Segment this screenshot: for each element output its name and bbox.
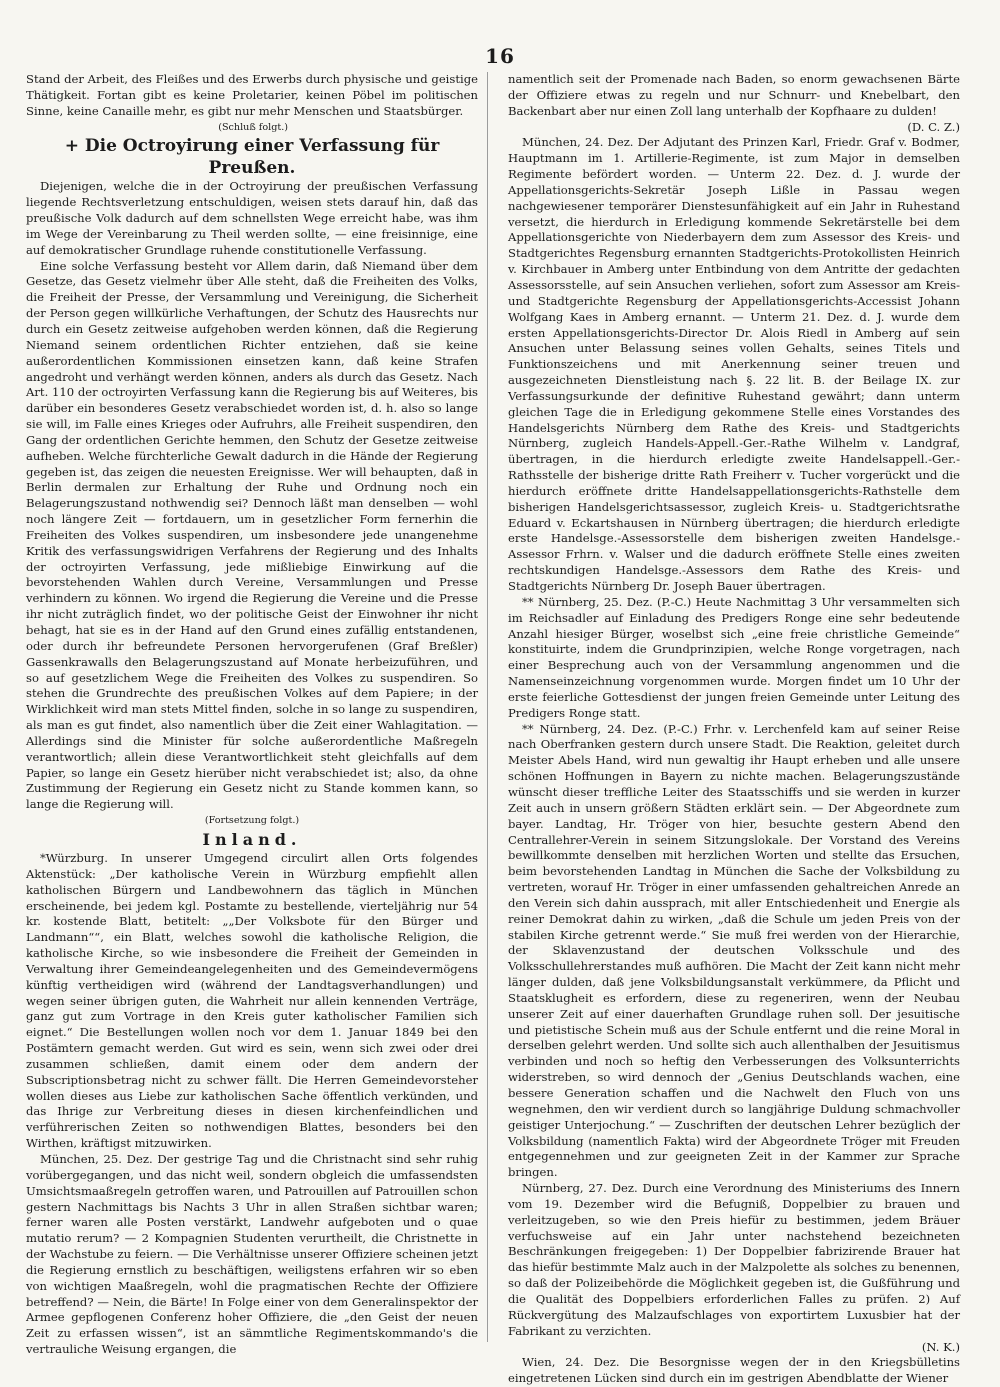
news-item: Wien, 24. Dez. Die Besorgnisse wegen der in den Kriegsbülletins eingetretenen Lücken sind durch ein im gestrigen Abendblatte der Wiener <box>508 1355 960 1386</box>
left-column <box>26 72 478 1358</box>
article-headline: + Die Octroyirung einer Verfassung für Preußen. <box>64 136 440 179</box>
source-attribution: (D. C. Z.) <box>907 119 960 134</box>
continuation-note: (Schluß folgt.) <box>218 121 288 133</box>
right-column <box>508 72 960 1387</box>
page-number: 16 <box>485 44 515 68</box>
news-item: München, 25. Dez. Der gestrige Tag und die Christnacht sind sehr ruhig vorübergegangen, und das nicht weil, sondern obgleich die umfassendsten Umsichtsmaaßregeln getroffen waren, und Patrouillen auf Patrouillen schon gestern Nachmittags bis Nachts 3 Uhr in allen Straßen sichtbar waren; ferner waren alle Posten verstärkt, Landwehr aufgeboten und o quae mutatio rerum? — 2 Kompagnien Studenten verurtheilt, die Christnette in der Wachstube zu feiern. — Die Verhältnisse unserer Offiziere scheinen jetzt die Regierung ernstlich zu beschäftigen, weiligstens erfahren wir so eben von wichtigen Maaßregeln, wohl die pragmatischen Rechte der Offiziere betreffend? — Nein, die Bärte! In Folge einer von dem Generalinspektor der Armee gepflogenen Conferenz hoher Offiziere, die „den Geist der neuen Zeit zu erfassen wissen“, ist an sämmtliche Regimentskommando's die vertrauliche Weisung ergangen, die <box>26 1152 478 1357</box>
article-paragraph: namentlich seit der Promenade nach Baden, so enorm gewachsenen Bärte der Offiziere etwas zu regeln und nur Schnurr- und Knebelbart, den Backenbart aber nur einen Zoll lang unterhalb der Kopfhaare zu dulden! <box>508 72 960 118</box>
source-attribution: (N. K.) <box>921 1339 960 1354</box>
continuation-note: (Fortsetzung folgt.) <box>204 815 300 827</box>
article-paragraph: Diejenigen, welche die in der Octroyirung der preußischen Verfassung liegende Rechtsverletzung entschuldigen, weisen stets darauf hin, daß das preußische Volk dadurch auf dem schnellsten Wege erreicht habe, was ihm im Wege der Vereinbarung zu Theil werden sollte, — eine freisinnige, eine auf demokratischer Grundlage ruhende constitutionelle Verfassung. <box>26 179 478 257</box>
article-paragraph: Stand der Arbeit, des Fleißes und des Erwerbs durch physische und geistige Thätigkeit. Fortan gibt es keine Proletarier, keinen Pöbel im politischen Sinne, keine Canaille mehr, es gibt nur mehr Menschen und Staatsbürger. <box>26 72 478 118</box>
news-item: München, 24. Dez. Der Adjutant des Prinzen Karl, Friedr. Graf v. Bodmer, Hauptmann im 1. Artillerie-Regimente, ist zum Major in demselben Regimente befördert worden. — Unterm 22. Dez. d. J. wurde der Appellationsgerichts-Sekretär Joseph Lißle in Passau wegen nachgewiesener temporärer Dienstesunfähigkeit auf ein Jahr in Ruhestand versetzt, die hierdurch in Erledigung kommende Sekretärstelle bei dem Appellationsgerichte von Niederbayern dem zum Assessor des Kreis- und Stadtgerichtes Regensburg ernannten Stadtgerichts-Protokollisten Heinrich v. Kirchbauer in Amberg unter Entbindung von dem Antritte der gedachten Assessorsstelle, auf sein Ansuchen verliehen, sofort zum Assessor am Kreis- und Stadtgerichte Regensburg der Appellationsgerichts-Accessist Johann Wolfgang Kaes in Amberg ernannt. — Unterm 21. Dez. d. J. wurde dem ersten Appellationsgerichts-Director Dr. Alois Riedl in Amberg auf sein Ansuchen unter Belassung seines vollen Gehalts, seines Titels und Funktionszeichens und mit Anerkennung seiner treuen und ausgezeichneten Dienstleistung nach §. 22 lit. B. der Beilage IX. zur Verfassungsurkunde der definitive Ruhestand gewährt; dann unterm gleichen Tage die in Erledigung gekommene Stelle eines Vorstandes des Handelsgerichts Nürnberg dem Rathe des Kreis- und Stadtgerichts Nürnberg, zugleich Handels-Appell.-Ger.-Rathe Wilhelm v. Landgraf, übertragen, in die hierdurch erledigte zweite Handelsappell.-Ger.-Rathsstelle der bisherige dritte Rath Freiherr v. Tucher vorgerückt und die hierdurch eröffnete dritte Handelsappellationsgerichts-Rathstelle dem bisherigen Handelsgerichtsassessor, zugleich Kreis- u. Stadtgerichtsrathe Eduard v. Eckartshausen in Nürnberg übertragen; die hierdurch erledigte erste Handelsge.-Assessorstelle dem bisherigen zweiten Handelsge.-Assessor Frhrn. v. Walser und die dadurch eröffnete Stelle eines zweiten rechtskundigen Handelsge.-Assessors dem Rathe des Kreis- und Stadtgerichts Nürnberg Dr. Joseph Bauer übertragen. <box>508 135 960 593</box>
news-item: *Würzburg. In unserer Umgegend circulirt allen Orts folgendes Aktenstück: „Der katholische Verein in Würzburg empfiehlt allen katholischen Bürgern und Landbewohnern das täglich in München erscheinende, bei jedem kgl. Postamte zu bestellende, vierteljährig nur 54 kr. kostende Blatt, betitelt: „„Der Volksbote für den Bürger und Landmann““, ein Blatt, welches sowohl die katholische Religion, die katholische Kirche, so wie insbesondere die Freiheit der Gemeinden in Verwaltung ihrer Gemeindeangelegenheiten und des Gemeindevermögens künftig vertheidigen wird (während der Landtagsverhandlungen) und wegen seiner übrigen guten, die Wahrheit nur allein kennenden Verträge, ganz gut zum Vortrage in den Kreis guter katholischer Familien sich eignet.“ Die Bestellungen wollen noch vor dem 1. Januar 1849 bei den Postämtern gemacht werden. Gut wird es sein, wenn sich zwei oder drei zusammen schließen, damit einem oder dem andern der Subscriptionsbetrag nicht zu schwer fällt. Die Herren Gemeindevorsteher wollen dieses aus Liebe zur katholischen Sache öffentlich verkünden, und das Ihrige zur Verbreitung dieses in diesen kirchenfeindlichen und verführerischen Zeiten so nothwendigen Blattes, besonders bei den Wirthen, kräftigst mitzuwirken. <box>26 850 478 1151</box>
news-item: ** Nürnberg, 24. Dez. (P.-C.) Frhr. v. Lerchenfeld kam auf seiner Reise nach Oberfranken gestern durch unsere Stadt. Die Reaktion, geleitet durch Meister Abels Hand, wird nun gewaltig ihr Haupt erheben und alle unsere schönen Hoffnungen in Bayern zu nichte machen. Belagerungszustände wünscht dieser treffliche Leiter des Staatsschiffs und sie werden in kurzer Zeit auch in unsern größern Städten erklärt sein. — Der Abgeordnete zum bayer. Landtag, Hr. Tröger von hier, besuchte gestern Abend den Centrallehrer-Verein in seinem Sitzungslokale. Der Vorstand des Vereins bewillkommte denselben mit herzlichen Worten und stellte das Ersuchen, beim bevorstehenden Landtag in München die Sache der Volksbildung zu vertreten, worauf Hr. Tröger in einer umfassenden gehaltreichen Anrede an den Verein sich dahin aussprach, mit aller Entschiedenheit und Energie als reiner Demokrat dahin zu wirken, „daß die Schule um jeden Preis von der stabilen Kirche getrennt werde.“ Sie muß frei werden von der Hierarchie, der Sklavenzustand der deutschen Volksschule und des Volksschullehrerstandes muß aufhören. Die Macht der Zeit kann nicht mehr länger dulden, daß jene Volksbildungsanstalt verkümmere, da Pflicht und Staatsklugheit es erfordern, diese zu regeneriren, wenn der Neubau unserer Zeit auf einer dauerhaften Grundlage ruhen soll. Der jesuitische und pietistische Schein muß aus der Schule entfernt und die reine Moral in derselben gelehrt werden. Und sollte sich auch allenthalben der Jesuitismus verbinden und noch so heftig den Verbesserungen des Volksunterrichts widerstreben, so wird dennoch der „Genius Deutschlands wachen, eine bessere Generation schaffen und die Nachwelt den Fluch von uns wegnehmen, den wir verdient durch so langjährige Duldung schmachvoller geistiger Unterjochung.“ — Zuschriften der deutschen Lehrer bezüglich der Volksbildung (namentlich Fakta) wird der Abgeordnete Tröger mit Freuden entgegennehmen und zur geeigneten Zeit in der Kammer zur Sprache bringen. <box>508 721 960 1180</box>
article-paragraph: Eine solche Verfassung besteht vor Allem darin, daß Niemand über dem Gesetze, das Gesetz vielmehr über Alle steht, daß die Freiheiten des Volks, die Freiheit der Presse, der Versammlung und Vereinigung, die Sicherheit der Person gegen willkürliche Verhaftungen, der Schutz des Hausrechts nur durch ein Gesetz zeitweise aufgehoben werden können, daß die Regierung Niemand seinem ordentlichen Richter entziehen, daß sie keine außerordentlichen Kommissionen einsetzen kann, daß keine Strafen angedroht und verhängt werden können, anders als durch das Gesetz. Nach Art. 110 der octroyirten Verfassung kann die Regierung bis auf Weiteres, bis darüber ein besonderes Gesetz verabschiedet worden ist, d. h. also so lange sie will, im Falle eines Krieges oder Aufruhrs, alle Freiheit suspendiren, den Gang der ordentlichen Gerichte hemmen, den Schutz der Gesetze zeitweise aufheben. Welche fürchterliche Gewalt dadurch in die Hände der Regierung gegeben ist, das zeigen die neuesten Ereignisse. Wer will behaupten, daß in Berlin dermalen zur Erhaltung der Ruhe und Ordnung noch ein Belagerungszustand nothwendig sei? Dennoch läßt man denselben — wohl noch längere Zeit — fortdauern, um in gesetzlicher Form fernerhin die Freiheiten des Volkes suspendiren, um insbesondere jede unangenehme Kritik des verfassungswidrigen Verfahrens der Regierung und des Inhalts der octroyirten Verfassung, jede mißliebige Einwirkung auf die bevorstehenden Wahlen durch Vereine, Versammlungen und Presse verhindern zu können. Wo irgend die Regierung die Vereine und die Presse ihr nicht zuträglich findet, wo der politische Geist der Einwohner ihr nicht behagt, hat sie es in der Hand auf den Grund eines zufällig entstandenen, oder durch ihr befreundete Personen hervorgerufenen (Graf Breßler) Gassenkrawalls den Belagerungszustand auf Monate herbeizuführen, und so auf gesetzlichem Wege die Freiheiten des Volkes zu suspendiren. So stehen die Grundrechte des preußischen Volkes auf dem Papiere; in der Wirklichkeit wird man stets Mittel finden, solche in so lange zu suspendiren, als man es gut findet, also namentlich über die Zeit einer Wahlagitation. — Allerdings sind die Minister für solche außerordentliche Maßregeln verantwortlich; allein diese Verantwortlichkeit steht gleichfalls auf dem Papier, so lange ein Gesetz hierüber nicht verabschiedet ist; also, da ohne Zustimmung der Regierung ein Gesetz nicht zu Stande kommen kann, so lange die Regierung will. <box>26 258 478 812</box>
section-heading: Inland. <box>202 829 302 849</box>
news-item: ** Nürnberg, 25. Dez. (P.-C.) Heute Nachmittag 3 Uhr versammelten sich im Reichsadler auf Einladung des Predigers Ronge eine sehr bedeutende Anzahl hiesiger Bürger, woselbst sich „eine freie christliche Gemeinde“ konstituirte, indem die Grundprinzipien, welche Ronge vorgetragen, nach einer Besprechung auch von der Versammlung angenommen und die Namenseinzeichnung vorgenommen wurde. Morgen findet um 10 Uhr der erste feierliche Gottesdienst der jungen freien Gemeinde unter Leitung des Predigers Ronge statt. <box>508 594 960 720</box>
news-item: Nürnberg, 27. Dez. Durch eine Verordnung des Ministeriums des Innern vom 19. Dezember wird die Befugniß, Doppelbier zu brauen und verleitzugeben, so wie den Preis hiefür zu bestimmen, jedem Bräuer verfuchsweise auf ein Jahr unter nachstehend bezeichneten Beschränkungen freigegeben: 1) Der Doppelbier fabrizirende Brauer hat das hiefür bestimmte Malz auch in der Malzpolette als solches zu benennen, so daß der Polizeibehörde die Möglichkeit gegeben ist, die Gußführung und die Qualität des Doppelbiers erforderlichen Falles zu prüfen. 2) Auf Rückvergütung des Malzaufschlages von exportirtem Luxusbier hat der Fabrikant zu verzichten. <box>508 1181 960 1338</box>
column-divider <box>487 72 488 1342</box>
